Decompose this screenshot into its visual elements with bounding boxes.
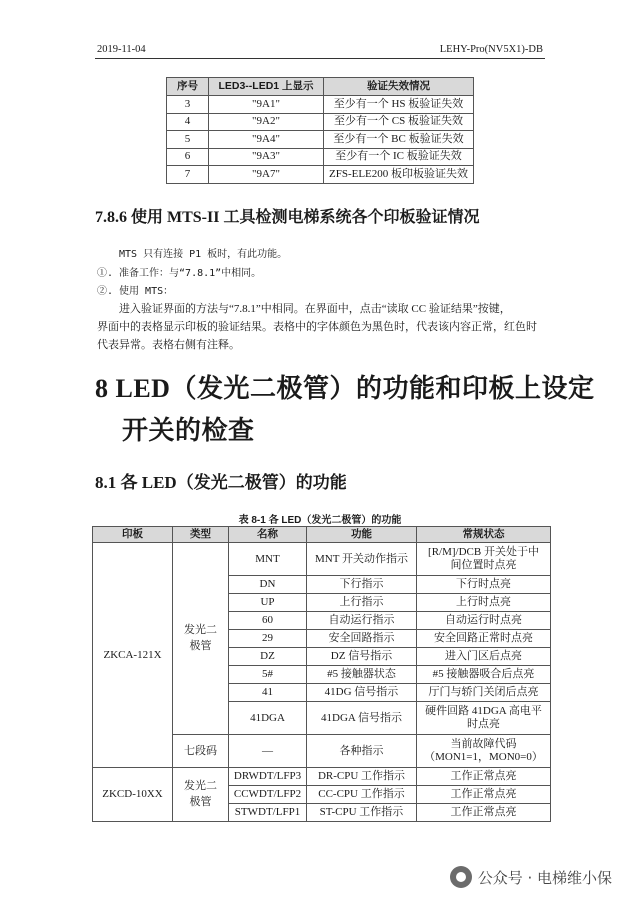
table-cell: CCWDT/LFP2 <box>229 786 307 804</box>
table-cell: 至少有一个 CS 板验证失效 <box>324 113 474 131</box>
table-cell: "9A4" <box>209 131 324 149</box>
paragraph-line: ②. 使用 MTS： <box>97 286 174 297</box>
table-cell: 硬件回路 41DGA 高电平时点亮 <box>417 702 551 735</box>
table-cell: [R/M]/DCB 开关处于中间位置时点亮 <box>417 543 551 576</box>
section-heading-81: 8.1 各 LED（发光二极管）的功能 <box>95 473 347 492</box>
table-cell: 厅门与轿门关闭后点亮 <box>417 684 551 702</box>
paragraph-line: ①. 准备工作：与“7.8.1”中相同。 <box>97 268 262 279</box>
table-cell: DZ 信号指示 <box>307 648 417 666</box>
table-cell: 进入门区后点亮 <box>417 648 551 666</box>
table-cell: UP <box>229 594 307 612</box>
col-header: 印板 <box>93 527 173 543</box>
table-cell: 41 <box>229 684 307 702</box>
section-heading-786: 7.8.6 使用 MTS-II 工具检测电梯系统各个印板验证情况 <box>95 209 480 226</box>
header-date: 2019-11-04 <box>97 44 146 55</box>
table-cell: #5 接触器状态 <box>307 666 417 684</box>
table-cell: 5 <box>167 131 209 149</box>
col-header: LED3--LED1 上显示 <box>209 78 324 96</box>
table-cell: 6 <box>167 148 209 166</box>
table-cell: DR-CPU 工作指示 <box>307 768 417 786</box>
board-cell: ZKCD-10XX <box>93 768 173 822</box>
table-row <box>167 148 474 166</box>
col-header: 验证失效情况 <box>324 78 474 96</box>
table-cell: 29 <box>229 630 307 648</box>
table-cell: #5 接触器吸合后点亮 <box>417 666 551 684</box>
table-row <box>167 113 474 131</box>
table-cell: 3 <box>167 96 209 114</box>
table-cell: 工作正常点亮 <box>417 786 551 804</box>
table-cell: DRWDT/LFP3 <box>229 768 307 786</box>
paragraph-line: MTS 只有连接 P1 板时，有此功能。 <box>119 249 288 260</box>
table-cell: DZ <box>229 648 307 666</box>
col-header: 序号 <box>167 78 209 96</box>
table-row <box>93 543 551 576</box>
paragraph-line: 进入验证界面的方法与“7.8.1”中相同。在界面中，点击“读取 CC 验证结果”按键， <box>119 303 511 315</box>
table-header-row <box>167 78 474 96</box>
table-cell: DN <box>229 576 307 594</box>
table-cell: 上行时点亮 <box>417 594 551 612</box>
table-row <box>167 166 474 184</box>
table-cell: 至少有一个 BC 板验证失效 <box>324 131 474 149</box>
table-row <box>167 96 474 114</box>
col-header: 功能 <box>307 527 417 543</box>
table-cell: ST-CPU 工作指示 <box>307 804 417 822</box>
table-cell: "9A3" <box>209 148 324 166</box>
table-cell: 工作正常点亮 <box>417 804 551 822</box>
table-cell: 各种指示 <box>307 735 417 768</box>
paragraph-line: 代表异常。表格右侧有注释。 <box>97 339 240 351</box>
col-header: 类型 <box>173 527 229 543</box>
paragraph-line: 界面中的表格显示印板的验证结果。表格中的字体颜色为黑色时，代表该内容正常，红色时 <box>97 321 537 333</box>
table-cell: MNT 开关动作指示 <box>307 543 417 576</box>
table-cell: CC-CPU 工作指示 <box>307 786 417 804</box>
table-cell: 当前故障代码（MON1=1，MON0=0） <box>417 735 551 768</box>
table-cell: 工作正常点亮 <box>417 768 551 786</box>
chapter-title-line2: 开关的检查 <box>122 416 255 445</box>
table-cell: 上行指示 <box>307 594 417 612</box>
table-cell: 下行指示 <box>307 576 417 594</box>
table-cell: — <box>229 735 307 768</box>
table-cell: 自动运行指示 <box>307 612 417 630</box>
table-cell: "9A1" <box>209 96 324 114</box>
col-header: 常规状态 <box>417 527 551 543</box>
table-header-row <box>93 527 551 543</box>
table-cell: ZFS-ELE200 板印板验证失效 <box>324 166 474 184</box>
table-cell: MNT <box>229 543 307 576</box>
table-cell: 41DGA <box>229 702 307 735</box>
table-cell: 41DG 信号指示 <box>307 684 417 702</box>
led-function-table <box>92 526 551 822</box>
table-cell: 5# <box>229 666 307 684</box>
table-cell: STWDT/LFP1 <box>229 804 307 822</box>
table-cell: 7 <box>167 166 209 184</box>
table-cell: 4 <box>167 113 209 131</box>
table-cell: 安全回路指示 <box>307 630 417 648</box>
table-cell: "9A7" <box>209 166 324 184</box>
board-cell: ZKCA-121X <box>93 543 173 768</box>
table-cell: 安全回路正常时点亮 <box>417 630 551 648</box>
table-cell: 至少有一个 HS 板验证失效 <box>324 96 474 114</box>
wechat-icon <box>450 866 472 888</box>
header-rule <box>95 58 545 59</box>
verification-failure-table <box>166 77 474 184</box>
type-cell: 七段码 <box>173 735 229 768</box>
table-cell: 至少有一个 IC 板验证失效 <box>324 148 474 166</box>
watermark <box>450 866 612 888</box>
table-caption: 表 8-1 各 LED（发光二极管）的功能 <box>238 515 402 526</box>
watermark-text: 公众号 · 电梯维小保 <box>477 868 612 887</box>
table-cell: 自动运行时点亮 <box>417 612 551 630</box>
table-cell: 41DGA 信号指示 <box>307 702 417 735</box>
col-header: 名称 <box>229 527 307 543</box>
table-cell: 60 <box>229 612 307 630</box>
type-cell: 发光二极管 <box>173 543 229 735</box>
type-cell: 发光二极管 <box>173 768 229 822</box>
table-cell: "9A2" <box>209 113 324 131</box>
table-row <box>167 131 474 149</box>
table-row <box>93 768 551 786</box>
header-doc-id: LEHY-Pro(NV5X1)-DB <box>439 44 543 55</box>
chapter-title-line1: 8 LED（发光二极管）的功能和印板上设定 <box>95 374 595 403</box>
table-cell: 下行时点亮 <box>417 576 551 594</box>
